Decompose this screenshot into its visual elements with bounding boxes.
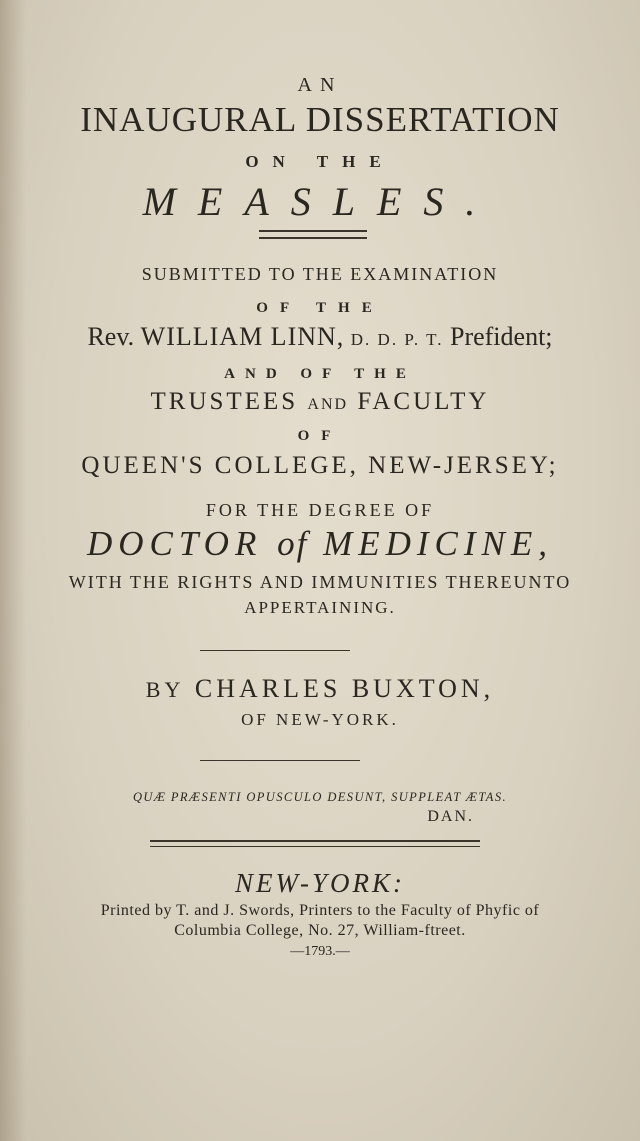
divider-rule-2 xyxy=(200,760,360,761)
double-rule xyxy=(150,840,480,847)
submitted-line: SUBMITTED TO THE EXAMINATION xyxy=(141,264,499,284)
motto: QUÆ PRÆSENTI OPUSCULO DESUNT, SUPPLEAT ÆTAS. xyxy=(132,790,507,804)
dissertation-subject: MEASLES. xyxy=(142,179,498,224)
heading-on-the: ON THE xyxy=(245,152,395,171)
college-line: QUEEN'S COLLEGE, NEW-JERSEY; xyxy=(81,452,559,479)
president-degrees: D. D. P. T. xyxy=(350,330,444,349)
dissertation-title: INAUGURAL DISSERTATION xyxy=(80,100,560,139)
doctor-of-medicine xyxy=(0,524,640,564)
doctor-word: DOCTOR xyxy=(86,524,263,563)
heading-an: AN xyxy=(297,74,343,96)
faculty-word: FACULTY xyxy=(357,388,490,415)
rights-line-1: WITH THE RIGHTS AND IMMUNITIES THEREUNTO xyxy=(68,572,572,592)
degree-line: FOR THE DEGREE OF xyxy=(205,500,435,520)
president-line xyxy=(0,322,640,352)
imprint-city: NEW-YORK: xyxy=(235,868,405,898)
trustees-word: TRUSTEES xyxy=(150,388,299,415)
by-word: BY xyxy=(145,677,185,702)
author-name: CHARLES BUXTON, xyxy=(194,674,495,703)
medicine-word: MEDICINE, xyxy=(323,524,554,563)
divider-rule-1 xyxy=(200,650,350,651)
author-line xyxy=(0,674,640,704)
and-of-the-line: AND OF THE xyxy=(224,366,416,382)
trustees-line xyxy=(0,388,640,416)
president-name: WILLIAM LINN, xyxy=(140,322,345,351)
of-line: OF xyxy=(297,428,343,444)
of-the-line: OF THE xyxy=(256,300,384,316)
imprint-printer-line-1: Printed by T. and J. Swords, Printers to the Faculty of Phyfic of xyxy=(100,902,540,919)
president-position: Prefident; xyxy=(449,322,553,351)
rev-label: Rev. xyxy=(87,322,135,351)
imprint-year: —1793.— xyxy=(290,944,350,959)
imprint-printer-line-2: Columbia College, No. 27, William-ftreet. xyxy=(174,922,466,939)
ornamental-rule xyxy=(259,230,367,239)
author-origin: OF NEW-YORK. xyxy=(241,710,399,729)
rights-line-2: APPERTAINING. xyxy=(244,598,396,617)
of-italic-word: of xyxy=(277,524,309,563)
motto-source: DAN. xyxy=(427,808,474,825)
and-word: AND xyxy=(307,396,349,413)
